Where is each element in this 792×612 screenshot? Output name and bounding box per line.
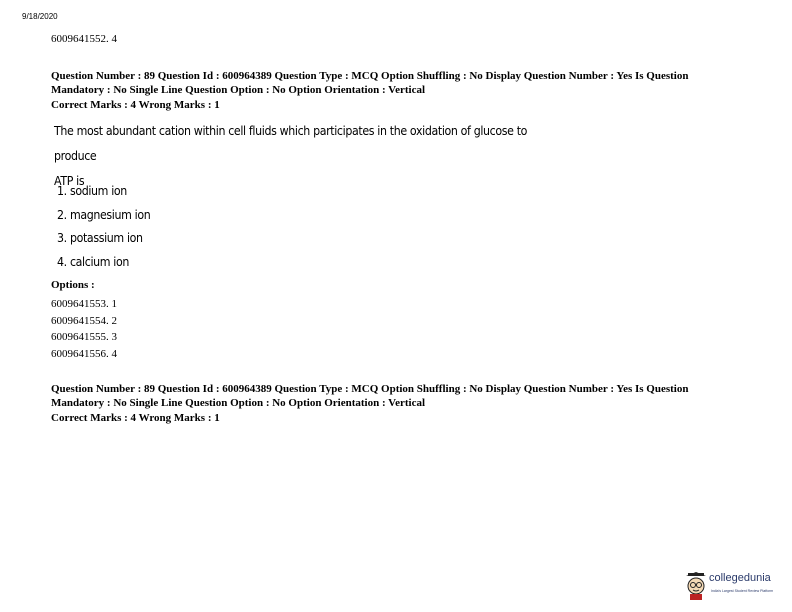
option-id-item: 6009641556. 4 — [51, 347, 117, 360]
choice-list — [57, 180, 150, 274]
collegedunia-logo — [684, 569, 784, 603]
next-question-header-line2: Mandatory : No Single Line Question Option : No Option Orientation : Vertical — [51, 396, 426, 409]
next-question-header-line1: Question Number : 89 Question Id : 600964389 Question Type : MCQ Option Shuffling : No Display Question Number : Yes Is Question — [51, 383, 689, 395]
question-header-line2: Mandatory : No Single Line Question Option : No Option Orientation : Vertical — [51, 83, 426, 96]
choice-item: 1. sodium ion — [57, 184, 127, 198]
next-question-header — [51, 383, 771, 410]
question-marks: Correct Marks : 4 Wrong Marks : 1 — [51, 99, 220, 111]
choice-item: 3. potassium ion — [57, 231, 143, 245]
option-id-item: 6009641555. 3 — [51, 331, 117, 343]
next-question-marks: Correct Marks : 4 Wrong Marks : 1 — [51, 412, 220, 424]
question-text-line1: The most abundant cation within cell fluids which participates in the oxidation of glucose to produce — [54, 124, 528, 163]
question-header-line1: Question Number : 89 Question Id : 600964389 Question Type : MCQ Option Shuffling : No Display Question Number : Yes Is Question — [51, 70, 689, 82]
option-id-list — [51, 296, 117, 362]
choice-item: 4. calcium ion — [57, 254, 130, 269]
option-id-item: 6009641553. 1 — [51, 298, 117, 310]
mascot-icon — [684, 571, 708, 601]
option-id-item: 6009641554. 2 — [51, 314, 117, 327]
logo-tagline: India's Largest Student Review Platform — [711, 589, 774, 593]
choice-item: 2. magnesium ion — [57, 207, 151, 222]
options-label: Options : — [51, 279, 95, 291]
logo-wordmark: collegedunia — [709, 572, 771, 584]
print-date: 9/18/2020 — [22, 12, 58, 21]
previous-option-id: 6009641552. 4 — [51, 33, 117, 45]
question-text-line2: ATP is — [54, 174, 85, 188]
question-header — [51, 70, 771, 97]
